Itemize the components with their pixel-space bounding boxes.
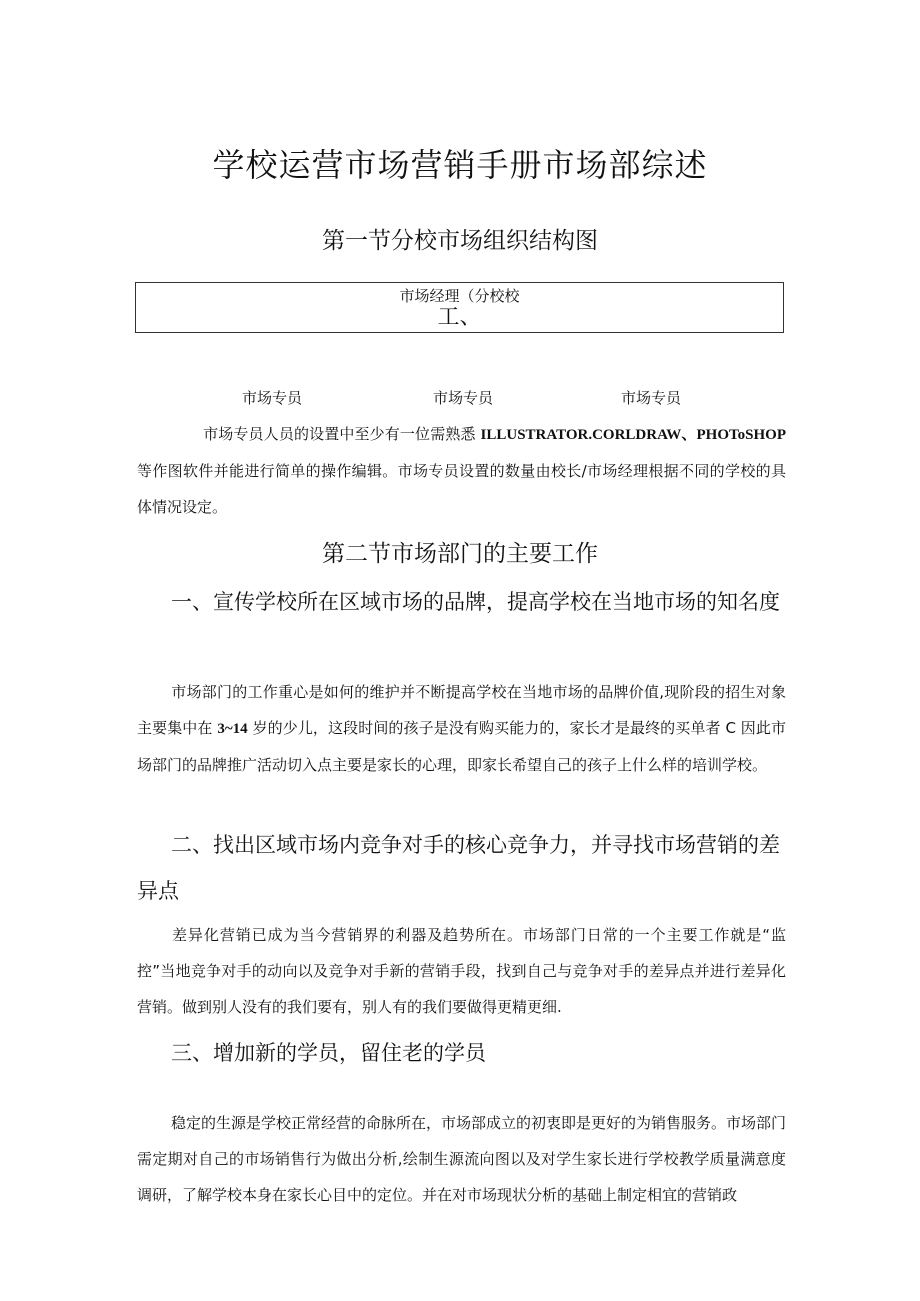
paragraph-text: 等作图软件并能进行简单的操作编辑。市场专员设置的数量由校长/市场经理根据不同的学校的具体情况设定。 xyxy=(137,462,786,516)
item3-heading xyxy=(137,1030,786,1076)
section1-title: 第一节分校市场组织结构图 xyxy=(322,228,598,254)
item3-heading-text: 三、增加新的学员，留住老的学员 xyxy=(171,1041,486,1065)
org-box-line2: 工、 xyxy=(437,305,482,330)
org-box-line1: 市场经理（分校校 xyxy=(399,287,520,305)
section2-title: 第二节市场部门的主要工作 xyxy=(322,541,598,567)
age-range: 3~14 xyxy=(217,721,248,737)
item3-paragraph xyxy=(137,1105,786,1213)
item2-heading-text: 二、找出区域市场内竞争对手的核心竞争力，并寻找市场营销的差异点 xyxy=(137,833,780,903)
org-chart-specialist-2: 市场专员 xyxy=(433,389,494,407)
section1-paragraph xyxy=(137,416,786,525)
paragraph-text: 差异化营销已成为当今营销界的利器及趋势所在。市场部门日常的一个主要工作就是“监控”当地竞争对手的动向以及竞争对手新的营销手段，找到自己与竞争对手的差异点并进行差异化营销。做到别人没有的我们要有，别人有的我们要做得更精更细. xyxy=(137,926,786,1016)
org-chart-manager-box xyxy=(135,282,784,333)
software-names: ILLUSTRATOR.CORLDRAW、PHOToSHOP xyxy=(480,427,786,443)
paragraph-text: 市场部门的工作重心是如何的维护并不断提高学校在当地市场的品牌价值,现阶段的招生对象主要集中在 xyxy=(137,683,786,737)
item1-paragraph xyxy=(137,674,786,783)
item1-heading-text: 一、宣传学校所在区域市场的品牌，提高学校在当地市场的知名度 xyxy=(171,590,780,614)
document-title: 学校运营市场营销手册市场部综述 xyxy=(212,146,708,184)
org-chart-specialist-3: 市场专员 xyxy=(621,389,682,407)
org-chart-specialist-1: 市场专员 xyxy=(242,389,303,407)
paragraph-text: 市场专员人员的设置中至少有一位需熟悉 xyxy=(203,425,481,443)
item2-heading xyxy=(137,822,786,914)
paragraph-text: 稳定的生源是学校正常经营的命脉所在，市场部成立的初衷即是更好的为销售服务。市场部门需定期对自己的市场销售行为做出分析,绘制生源流向图以及对学生家长进行学校教学质量满意度调研，了解学校本身在家长心目中的定位。并在对市场现状分析的基础上制定相宜的营销政 xyxy=(137,1114,787,1204)
item1-heading xyxy=(137,579,786,625)
paragraph-text: 岁的少儿，这段时间的孩子是没有购买能力的，家长才是最终的买单者 C 因此市场部门的品牌推广活动切入点主要是家长的心理，即家长希望自己的孩子上什么样的培训学校。 xyxy=(137,719,786,774)
item2-paragraph xyxy=(137,917,786,1025)
